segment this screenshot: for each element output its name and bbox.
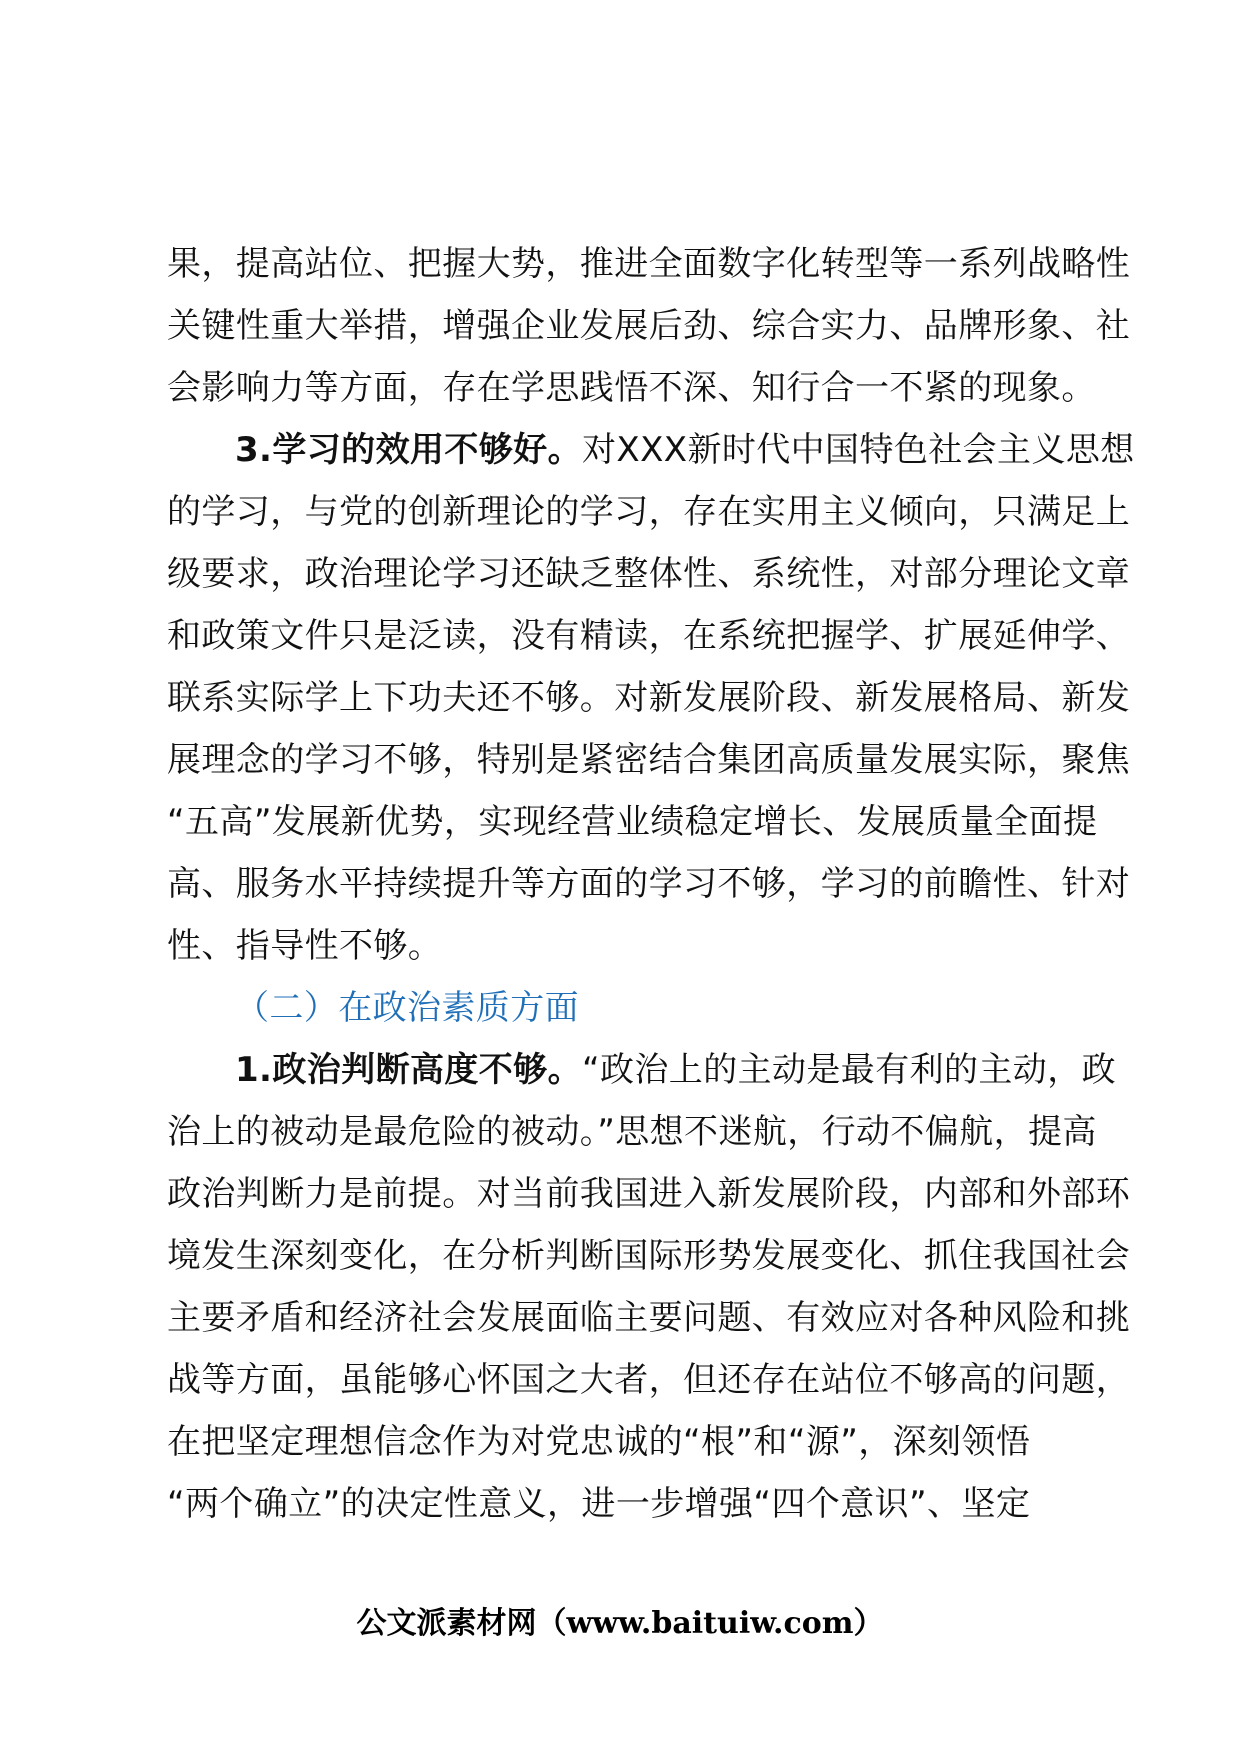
paragraph-learning-effect: [167, 419, 1135, 977]
text-line: 的学习，与党的创新理论的学习，存在实用主义倾向，只满足上: [167, 492, 1131, 532]
text-line: 关键性重大举措，增强企业发展后劲、综合实力、品牌形象、社: [167, 306, 1131, 346]
text-line: 展理念的学习不够，特别是紧密结合集团高质量发展实际，聚焦: [167, 740, 1131, 780]
text-line: 高、服务水平持续提升等方面的学习不够，学习的前瞻性、针对: [167, 864, 1131, 904]
paragraph-first-line: [167, 419, 1135, 481]
paragraph-first-line: [167, 1039, 1116, 1101]
footer-watermark: 公文派素材网（www.baituiw.com）: [356, 1606, 884, 1641]
paragraph-lead-heading: 1.政治判断高度不够。: [235, 1050, 582, 1090]
text-line: 主要矛盾和经济社会发展面临主要问题、有效应对各种风险和挑: [167, 1298, 1131, 1338]
text-line: 治上的被动是最危险的被动。”思想不迷航，行动不偏航，提高: [167, 1112, 1097, 1152]
text-line: “五高”发展新优势，实现经营业绩稳定增长、发展质量全面提: [167, 802, 1098, 842]
text-line: 联系实际学上下功夫还不够。对新发展阶段、新发展格局、新发: [167, 678, 1131, 718]
text-line: 和政策文件只是泛读，没有精读，在系统把握学、扩展延伸学、: [167, 616, 1131, 656]
text-line: 境发生深刻变化，在分析判断国际形势发展变化、抓住我国社会: [167, 1236, 1131, 1276]
paragraph-first-line-text: “政治上的主动是最有利的主动，政: [581, 1050, 1116, 1090]
text-line: 性、指导性不够。: [167, 926, 443, 966]
text-line: 战等方面，虽能够心怀国之大者，但还存在站位不够高的问题，: [167, 1360, 1131, 1400]
text-line: 果，提高站位、把握大势，推进全面数字化转型等一系列战略性: [167, 244, 1131, 284]
text-line: 级要求，政治理论学习还缺乏整体性、系统性，对部分理论文章: [167, 554, 1131, 594]
text-line: “两个确立”的决定性意义，进一步增强“四个意识”、坚定: [167, 1484, 1031, 1524]
text-line: 在把坚定理想信念作为对党忠诚的“根”和“源”，深刻领悟: [167, 1422, 1031, 1462]
text-line: 政治判断力是前提。对当前我国进入新发展阶段，内部和外部环: [167, 1174, 1131, 1214]
section-heading: （二）在政治素质方面: [235, 988, 579, 1028]
document-body: [167, 233, 1135, 1535]
paragraph-political-judgment: [167, 1039, 1131, 1535]
text-line: 会影响力等方面，存在学思践悟不深、知行合一不紧的现象。: [167, 368, 1096, 408]
paragraph-continuation: [167, 233, 1131, 419]
paragraph-first-line-text: 对XXX新时代中国特色社会主义思想: [581, 430, 1135, 470]
paragraph-lead-heading: 3.学习的效用不够好。: [235, 430, 582, 470]
